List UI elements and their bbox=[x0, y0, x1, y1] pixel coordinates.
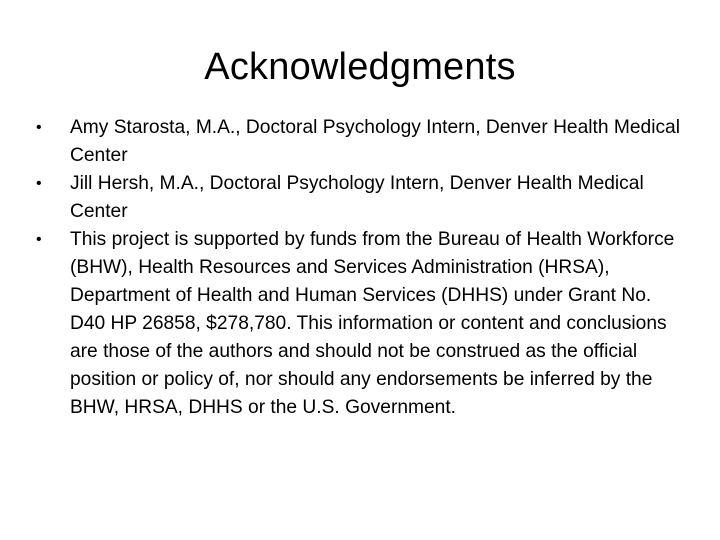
bullet-icon: • bbox=[36, 119, 42, 136]
bullet-text: Amy Starosta, M.A., Doctoral Psychology Intern, Denver Health Medical Center bbox=[70, 117, 680, 166]
bullet-text: This project is supported by funds from the Bureau of Health Workforce (BHW), Health Resources and Services Administration (HRSA), Department of Health and Human Services (DHHS) under Grant No. D40 HP 26858, $278,780. This information or content and conclusions are those of the authors and should not be construed as the official position or policy of, nor should any endorsements be inferred by the BHW, HRSA, DHHS or the U.S. Government. bbox=[70, 229, 675, 418]
bullet-item-jill-hersh bbox=[36, 170, 688, 226]
bullet-text: Jill Hersh, M.A., Doctoral Psychology Intern, Denver Health Medical Center bbox=[70, 173, 644, 222]
bullet-list bbox=[36, 114, 688, 422]
bullet-item-amy-starosta bbox=[36, 114, 688, 170]
slide-title: Acknowledgments bbox=[204, 46, 516, 88]
bullet-item-funding-disclaimer bbox=[36, 226, 688, 422]
bullet-icon: • bbox=[36, 231, 42, 248]
bullet-icon: • bbox=[36, 175, 42, 192]
